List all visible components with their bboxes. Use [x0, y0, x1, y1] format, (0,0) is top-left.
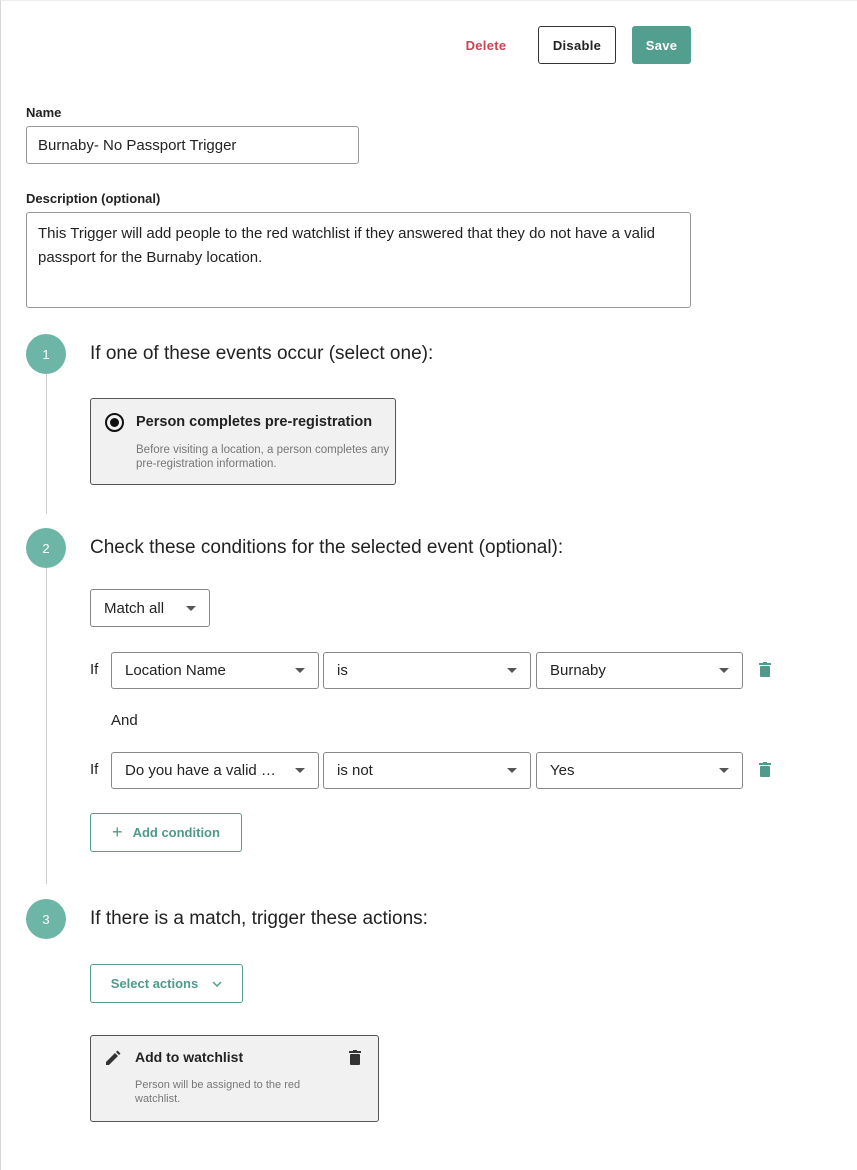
step-3-title: If there is a match, trigger these actions: — [90, 908, 428, 929]
action-card-add-to-watchlist — [90, 1035, 379, 1122]
condition-value-select[interactable] — [536, 652, 743, 689]
description-textarea[interactable]: This Trigger will add people to the red watchlist if they answered that they do not have a valid passport for the Burnaby location. — [26, 212, 691, 308]
description-label: Description (optional) — [26, 191, 161, 206]
value-value: Yes — [550, 762, 575, 779]
pencil-icon[interactable] — [106, 1050, 121, 1065]
condition-field-select[interactable] — [111, 652, 319, 689]
step-3-badge: 3 — [26, 899, 66, 939]
trash-icon[interactable] — [759, 762, 771, 777]
and-label: And — [111, 712, 138, 729]
condition-operator-select[interactable] — [323, 752, 531, 789]
step-connector — [46, 374, 47, 514]
caret-down-icon — [719, 768, 729, 773]
trash-icon[interactable] — [349, 1050, 361, 1065]
condition-operator-select[interactable] — [323, 652, 531, 689]
step-2-title: Check these conditions for the selected event (optional): — [90, 537, 564, 558]
name-input[interactable]: Burnaby- No Passport Trigger — [26, 126, 359, 164]
event-option-pre-registration[interactable] — [90, 398, 396, 485]
select-actions-dropdown[interactable] — [90, 964, 243, 1003]
condition-value-select[interactable] — [536, 752, 743, 789]
event-title: Person completes pre-registration — [136, 414, 373, 430]
condition-field-select[interactable] — [111, 752, 319, 789]
caret-down-icon — [507, 668, 517, 673]
step-1-title: If one of these events occur (select one): — [90, 343, 434, 364]
trash-icon[interactable] — [759, 662, 771, 677]
add-condition-button[interactable] — [90, 813, 242, 852]
plus-icon: + — [112, 822, 123, 842]
step-1-badge: 1 — [26, 334, 66, 374]
add-condition-label: Add condition — [132, 825, 220, 840]
caret-down-icon — [186, 606, 196, 611]
action-title: Add to watchlist — [135, 1049, 244, 1065]
if-label: If — [90, 661, 99, 678]
caret-down-icon — [719, 668, 729, 673]
select-actions-label: Select actions — [110, 976, 199, 991]
step-2-badge: 2 — [26, 528, 66, 568]
match-mode-value: Match all — [104, 599, 165, 617]
name-label: Name — [26, 105, 62, 120]
chevron-down-icon — [212, 981, 222, 987]
delete-button[interactable]: Delete — [465, 37, 507, 53]
operator-value: is not — [337, 762, 373, 779]
if-label: If — [90, 761, 99, 778]
match-mode-select[interactable] — [90, 589, 210, 627]
operator-value: is — [337, 662, 348, 679]
caret-down-icon — [507, 768, 517, 773]
radio-selected-icon[interactable] — [105, 413, 124, 432]
caret-down-icon — [295, 668, 305, 673]
save-button[interactable]: Save — [632, 26, 691, 64]
field-value: Location Name — [125, 662, 226, 679]
event-description: Before visiting a location, a person completes any pre-registration information. — [136, 444, 390, 470]
disable-button[interactable]: Disable — [538, 26, 616, 64]
field-value: Do you have a valid … — [125, 762, 276, 779]
value-value: Burnaby — [550, 662, 606, 679]
caret-down-icon — [295, 768, 305, 773]
action-description: Person will be assigned to the red watchlist. — [135, 1079, 301, 1105]
step-connector — [46, 568, 47, 884]
